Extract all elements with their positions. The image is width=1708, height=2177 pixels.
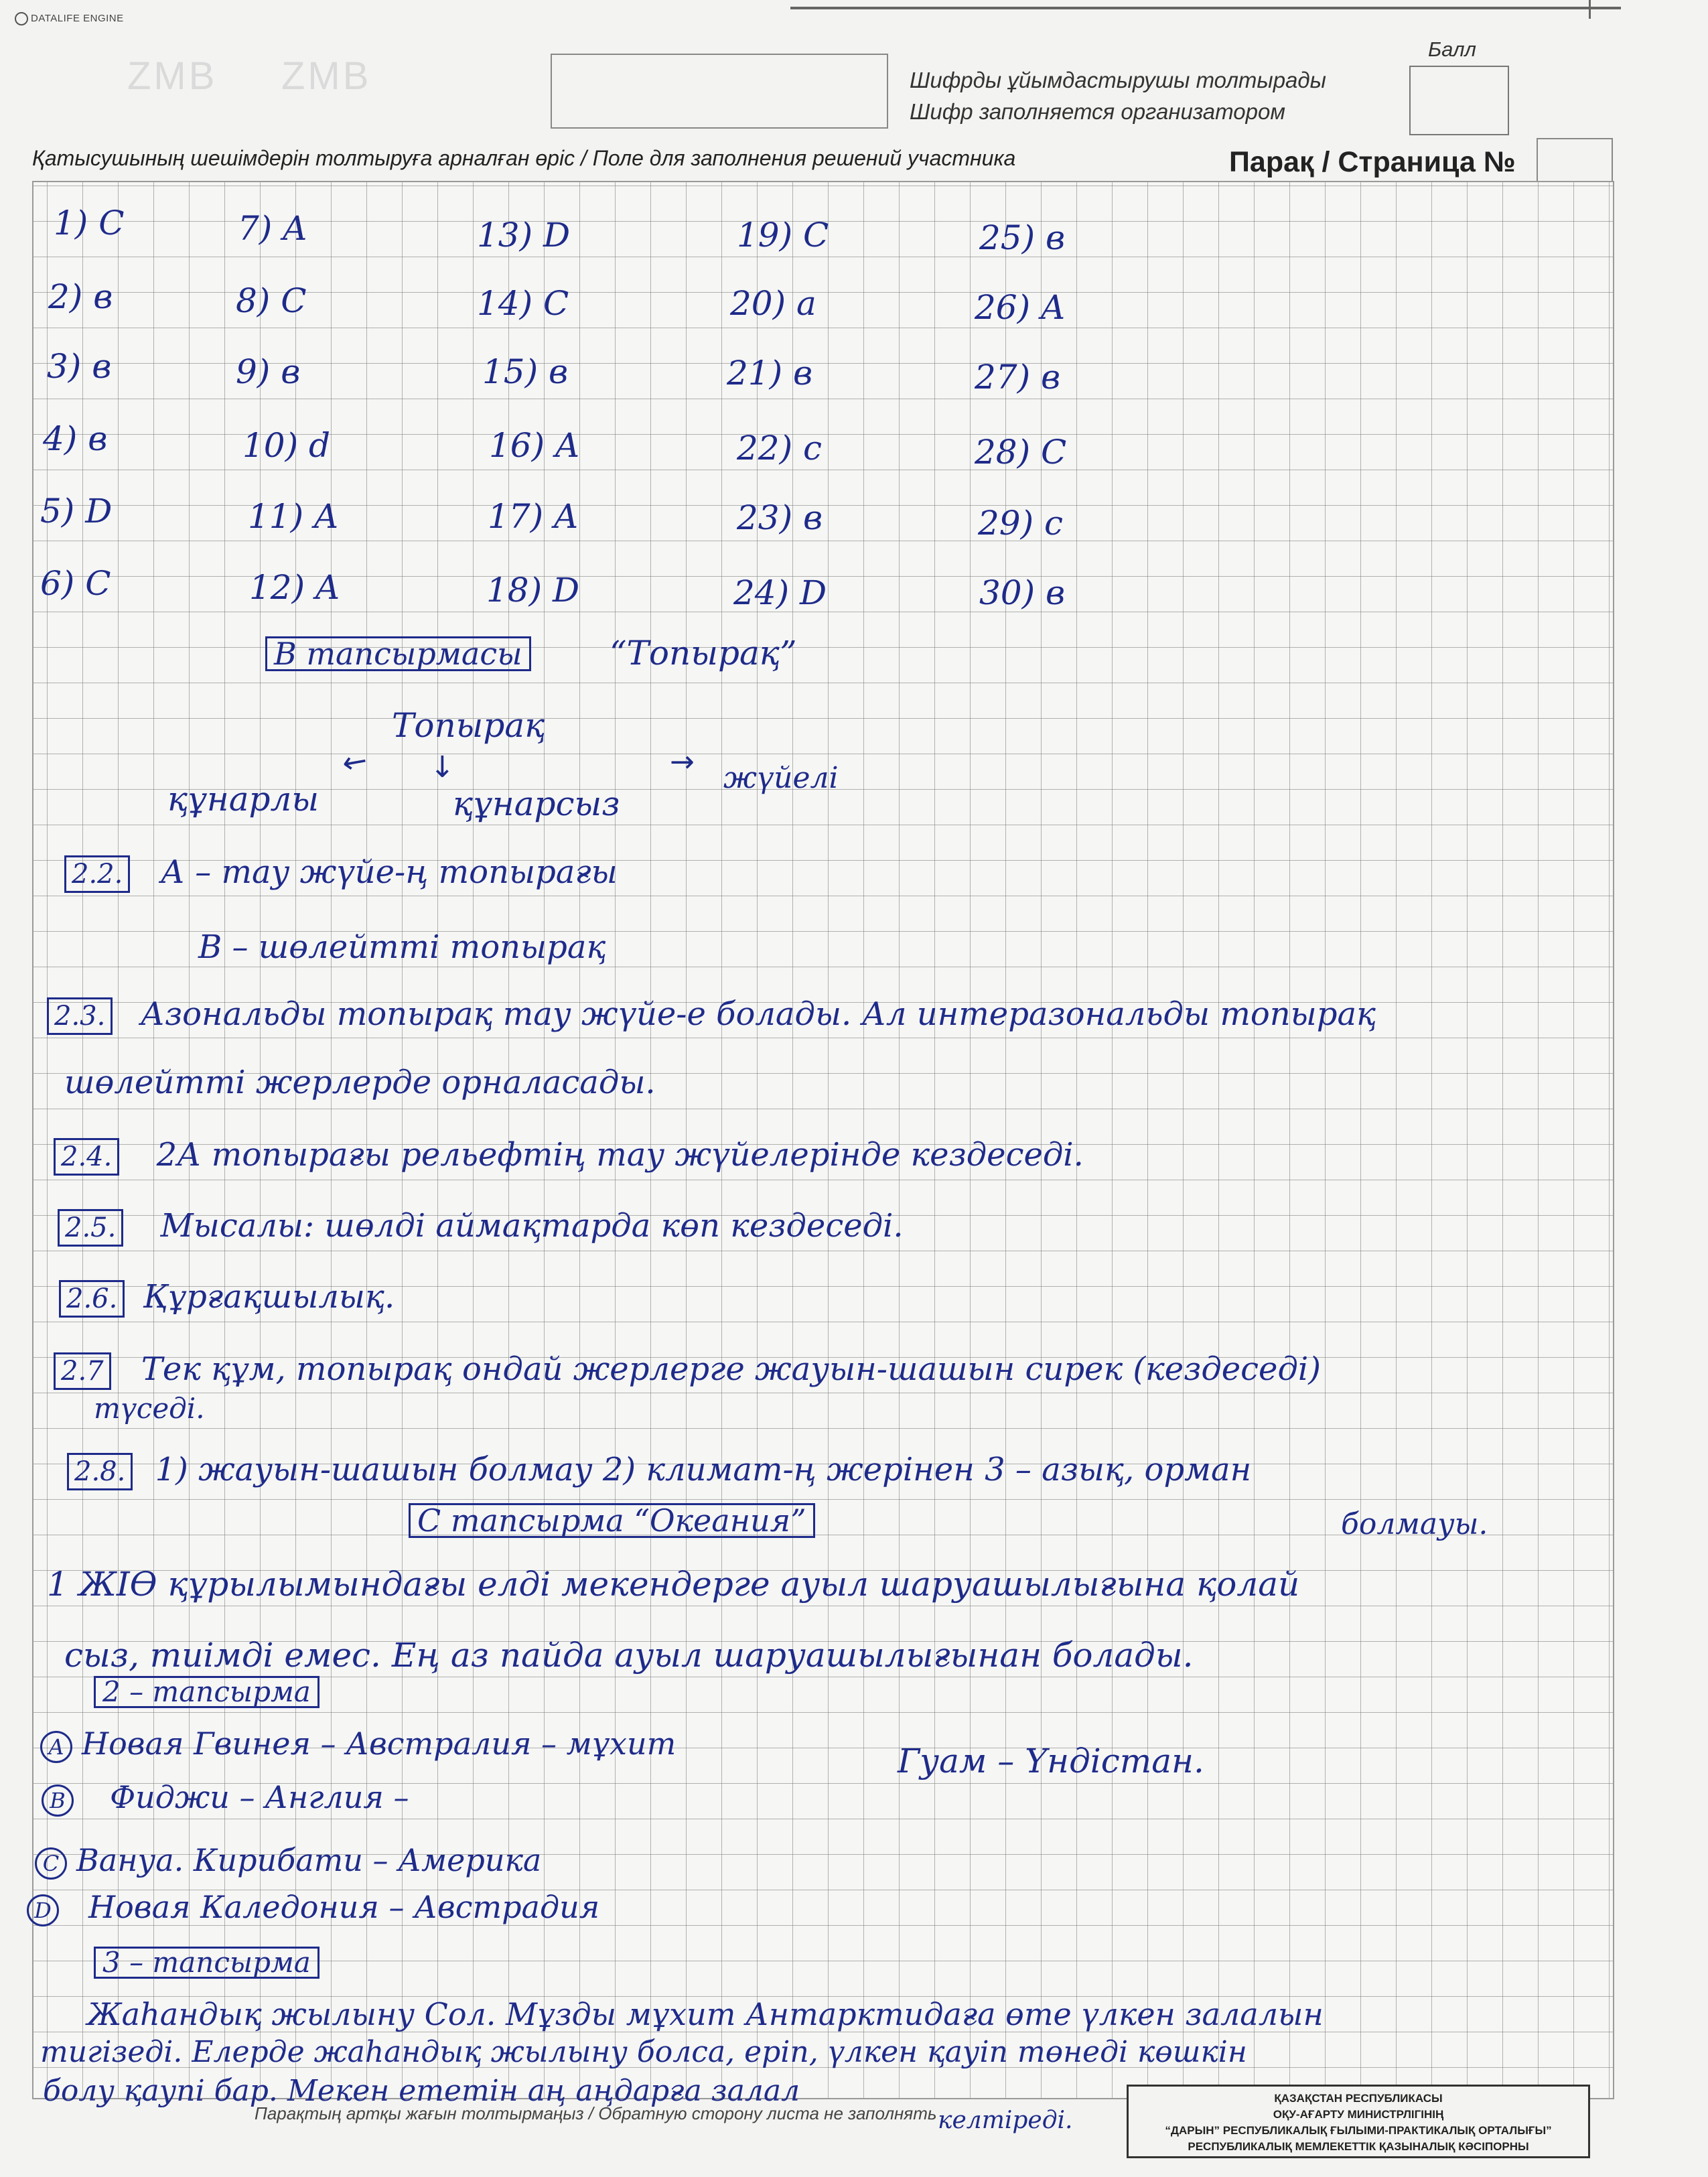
stamp-line: ОҚУ-АҒАРТУ МИНИСТРЛІГІНІҢ — [1273, 2108, 1444, 2121]
score-label: Балл — [1428, 38, 1477, 61]
answer-item: 24) D — [733, 573, 827, 612]
answer-line: Гуам – Үндістан. — [898, 1742, 1204, 1780]
option-mark: D — [27, 1894, 59, 1926]
answer-line: болу қаупі бар. Мекен ететін аң аңдарға залал — [43, 2074, 800, 2108]
answer-item: 4) в — [43, 419, 108, 458]
arrow-icon: → — [670, 745, 695, 779]
answer-item: 11) A — [248, 497, 339, 536]
option-mark: A — [40, 1731, 72, 1763]
answer-item: 14) C — [477, 284, 569, 323]
organizer-note-kz: Шифрды ұйымдастырушы толтырады — [910, 68, 1326, 92]
answer-item: 20) a — [730, 284, 816, 323]
answer-item: 22) c — [737, 429, 823, 468]
top-border-line — [790, 7, 1621, 9]
page-number-label: Парақ / Страница № — [1229, 146, 1516, 178]
answer-line — [67, 1451, 1252, 1488]
answer-line: түседі. — [94, 1392, 205, 1425]
item-text: 2А топырағы рельефтің тау жүйелерінде кездеседі. — [156, 1136, 1084, 1174]
answer-item: 12) A — [249, 568, 340, 607]
stamp-line: ҚАЗАҚСТАН РЕСПУБЛИКАСЫ — [1274, 2092, 1443, 2105]
task-2-title: 2 – тапсырма — [94, 1676, 319, 1708]
answer-item: 23) в — [737, 498, 823, 537]
answer-item: 25) в — [979, 218, 1066, 257]
answer-line: тигізеді. Елерде жаһандық жылыну болса, еріп, үлкен қауіп төнеді көшкін — [40, 2035, 1247, 2069]
cipher-field[interactable] — [551, 54, 888, 129]
answer-line — [59, 1278, 395, 1316]
organizer-note-ru: Шифр заполняется организатором — [910, 99, 1285, 124]
answer-line — [27, 1889, 600, 1926]
eye-icon — [15, 12, 28, 25]
item-text: Тек құм, топырақ ондай жерлерге жауын-шашын сирек (кездеседі) — [141, 1350, 1321, 1388]
option-mark: C — [35, 1847, 67, 1880]
item-label: 2.6. — [59, 1280, 125, 1318]
option-mark: B — [42, 1784, 74, 1817]
answer-item: 29) c — [978, 504, 1064, 543]
answer-item: 9) в — [236, 352, 301, 391]
answer-line — [54, 1136, 1084, 1174]
watermark: ZMB — [127, 54, 218, 98]
diagram-branch: құнарсыз — [453, 784, 620, 823]
answer-item: 27) в — [975, 358, 1061, 397]
answer-item: 18) D — [486, 571, 580, 610]
stamp-line: РЕСПУБЛИКАЛЫҚ МЕМЛЕКЕТТІК ҚАЗЫНАЛЫҚ КӘСІПОРНЫ — [1188, 2140, 1529, 2153]
answer-line: шөлейтті жерлерде орналасады. — [64, 1064, 656, 1101]
diagram-branch: құнарлы — [167, 780, 319, 819]
diagram-root: Топырақ — [392, 706, 545, 745]
item-text: Мысалы: шөлді аймақтарда көп кездеседі. — [160, 1207, 904, 1245]
item-label: 2.5. — [58, 1209, 123, 1247]
section-b-title: В тапсырмасы — [265, 636, 531, 671]
arrow-icon: ↙ — [335, 741, 376, 783]
answer-item: 10) d — [242, 426, 331, 465]
answer-item: 16) A — [489, 426, 580, 465]
answer-line: келтіреді. — [938, 2107, 1073, 2134]
answer-line: болмауы. — [1341, 1507, 1488, 1541]
answer-line: Жаһандық жылыну Сол. Мұзды мұхит Антарктидаға өте үлкен залалын — [87, 1996, 1324, 2032]
section-b-topic: “Топырақ” — [610, 634, 797, 673]
answer-item: 6) C — [40, 564, 111, 603]
item-text: Фиджи – Англия – — [110, 1779, 409, 1815]
answer-item: 8) C — [236, 281, 307, 320]
item-text: Новая Каледония – Австрадия — [88, 1889, 600, 1925]
footer-note: Парақтың артқы жағын толтырмаңыз / Обратную сторону листа не заполнять — [255, 2103, 937, 2123]
answer-item: 28) C — [975, 433, 1067, 472]
answer-item: 7) A — [238, 209, 307, 248]
answer-item: 5) D — [40, 492, 113, 531]
arrow-icon: ↓ — [430, 750, 455, 784]
item-label: 2.7 — [54, 1352, 111, 1390]
answer-item: 2) в — [48, 277, 113, 316]
answer-item: 26) A — [975, 288, 1066, 327]
item-label: 2.4. — [54, 1138, 119, 1176]
item-label: 2.8. — [67, 1453, 133, 1490]
field-title: Қатысушының шешімдерін толтыруға арналған өріс / Поле для заполнения решений участника — [32, 146, 1016, 170]
stamp-line: “ДАРЫН” РЕСПУБЛИКАЛЫҚ ҒЫЛЫМИ-ПРАКТИКАЛЫҚ ОРТАЛЫҒЫ” — [1165, 2124, 1552, 2137]
answer-item: 21) в — [727, 354, 813, 393]
item-text: 1) жауын-шашын болмау 2) климат-ң жерінен 3 – азық, орман — [155, 1451, 1252, 1488]
organizer-note — [910, 64, 1326, 127]
item-label: 2.3. — [47, 997, 113, 1035]
item-text: Новая Гвинея – Австралия – мұхит — [82, 1726, 677, 1762]
answer-line — [64, 853, 618, 891]
answer-line: 1 ЖІӨ құрылымындағы елді мекендерге ауыл шаруашылығына қолай — [47, 1565, 1300, 1604]
diagram-branch: жүйелі — [723, 761, 839, 795]
answer-item: 17) A — [488, 497, 579, 536]
logo — [15, 12, 124, 25]
answer-line — [54, 1350, 1321, 1388]
answer-item: 15) в — [482, 352, 569, 391]
answer-item: 13) D — [477, 216, 571, 255]
answer-line — [42, 1779, 409, 1817]
watermark: ZMB — [281, 54, 372, 98]
item-text: Азональды топырақ тау жүйе-е болады. Ал интеразональды топырақ — [140, 995, 1376, 1033]
item-text: Вануа. Кирибати – Америка — [76, 1842, 542, 1878]
item-text: А – тау жүйе-ң топырағы — [160, 853, 618, 891]
answer-line: сыз, тиімді емес. Ең аз пайда ауыл шаруашылығынан болады. — [64, 1636, 1194, 1675]
answer-line — [47, 995, 1376, 1033]
answer-item: 30) в — [979, 573, 1066, 612]
section-c-title: С тапсырма “Океания” — [409, 1503, 815, 1538]
item-text: Құрғақшылық. — [143, 1278, 395, 1316]
answer-line: В – шөлейтті топырақ — [198, 928, 606, 966]
score-field[interactable] — [1409, 66, 1509, 135]
answer-item: 1) C — [54, 204, 125, 242]
task-3-title: 3 – тапсырма — [94, 1947, 319, 1979]
logo-text: DATALIFE ENGINE — [31, 12, 124, 24]
answer-line — [40, 1728, 676, 1763]
answer-line — [58, 1207, 904, 1245]
organization-stamp — [1127, 2085, 1590, 2158]
item-label: 2.2. — [64, 855, 130, 893]
top-border-tick — [1589, 0, 1591, 19]
answer-item: 19) C — [737, 216, 829, 255]
answer-line — [35, 1842, 542, 1880]
answer-item: 3) в — [47, 347, 112, 386]
